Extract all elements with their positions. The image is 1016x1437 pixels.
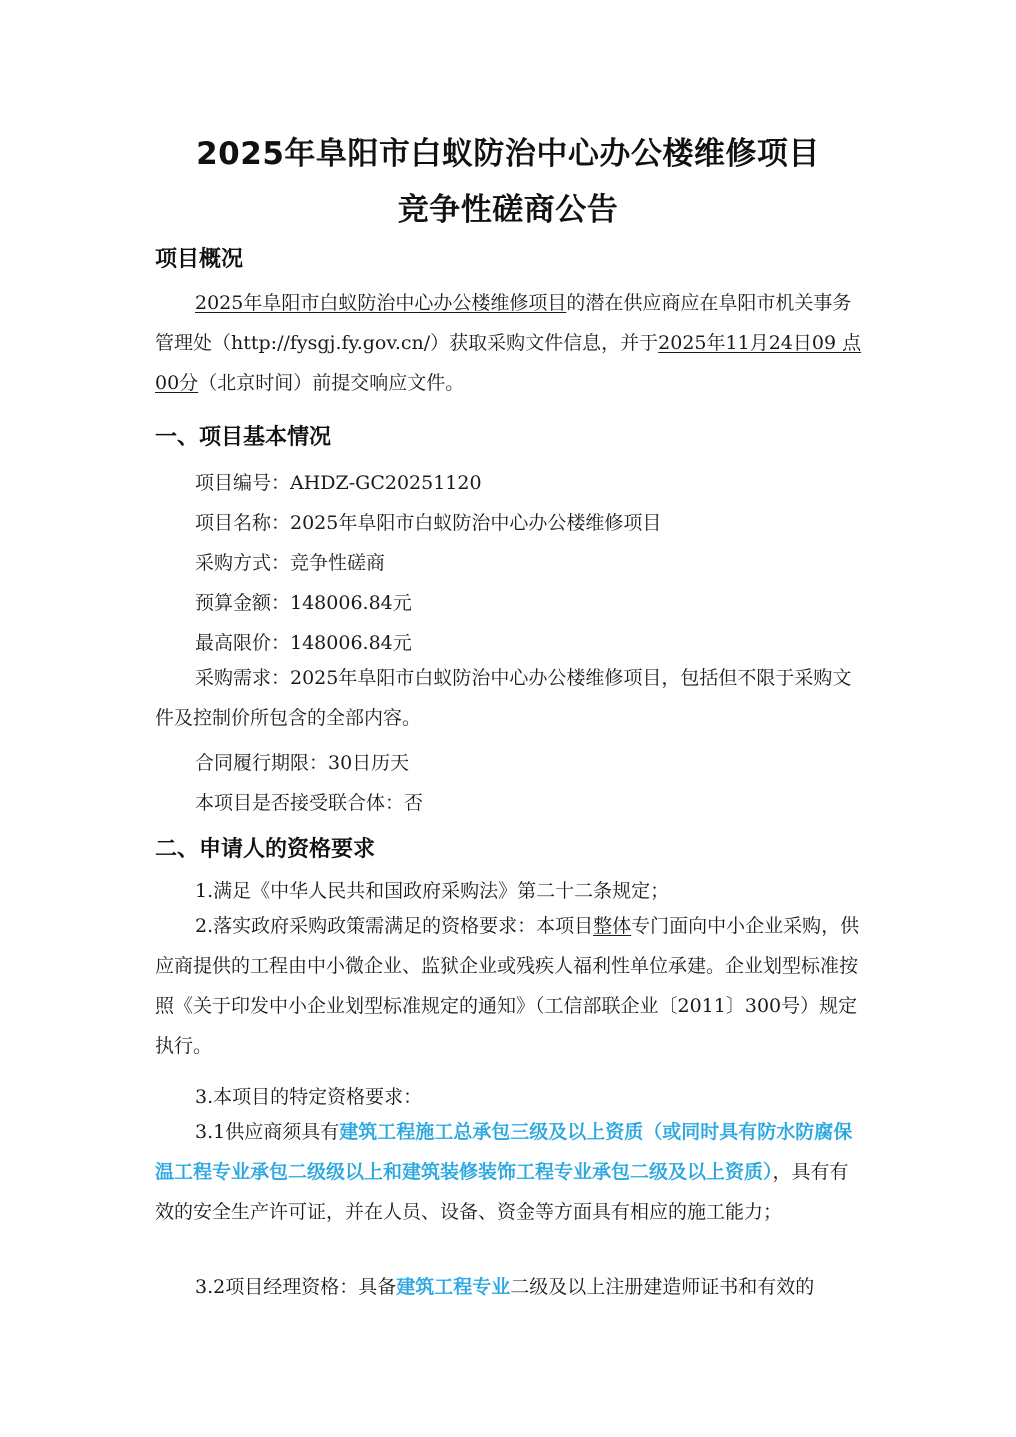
qualification-item-3-1: 3.1供应商须具有建筑工程施工总承包三级及以上资质（或同时具有防水防腐保温工程专业承包二级级以上和建筑装修装饰工程专业承包二级及以上资质），具有有效的安全生产许可证，并在人员、设备、资金等方面具有相应的施工能力； — [155, 1121, 853, 1223]
procurement-method: 采购方式：竞争性磋商 — [195, 552, 386, 574]
overview-paragraph: 2025年阜阳市白蚁防治中心办公楼维修项目的潜在供应商应在阜阳市机关事务管理处（http://fysgj.fy.gov.cn/）获取采购文件信息，并于2025年11月24日09 点00分（北京时间）前提交响应文件。 — [155, 292, 862, 394]
engineering-major-highlight: 建筑工程专业 — [396, 1276, 511, 1298]
consortium: 本项目是否接受联合体：否 — [195, 792, 424, 814]
required-qualification-highlight: 建筑工程施工总承包三级及以上资质（或同时具有防水防腐保温工程专业承包二级级以上和建筑装修装饰工程专业承包二级及以上资质） — [155, 1121, 853, 1183]
project-name-link: 2025年阜阳市白蚁防治中心办公楼维修项目 — [195, 292, 567, 314]
contract-period: 合同履行期限：30日历天 — [195, 752, 410, 774]
deadline: 2025年11月24日09 点00分 — [155, 332, 862, 394]
project-name: 项目名称：2025年阜阳市白蚁防治中心办公楼维修项目 — [195, 512, 662, 534]
project-number: 项目编号：AHDZ-GC20251120 — [195, 472, 482, 494]
section2-heading: 二、申请人的资格要求 — [155, 837, 376, 862]
overview-heading: 项目概况 — [155, 247, 244, 272]
document-title-line2: 竞争性磋商公告 — [397, 192, 619, 228]
section1-heading: 一、项目基本情况 — [155, 425, 332, 450]
qualification-item-3-2: 3.2项目经理资格：具备建筑工程专业二级及以上注册建造师证书和有效的 — [195, 1276, 815, 1298]
max-price: 最高限价：148006.84元 — [195, 632, 412, 654]
qualification-item-3: 3.本项目的特定资格要求： — [195, 1086, 423, 1108]
budget-amount: 预算金额：148006.84元 — [195, 592, 412, 614]
qualification-item-2: 2.落实政府采购政策需满足的资格要求：本项目整体专门面向中小企业采购，供应商提供的工程由中小微企业、监狱企业或残疾人福利性单位承建。企业划型标准按照《关于印发中小企业划型标准规定的通知》（工信部联企业〔2011〕300号）规定执行。 — [155, 915, 860, 1057]
document-title-line1: 2025年阜阳市白蚁防治中心办公楼维修项目 — [196, 136, 820, 172]
qualification-item-1: 1.满足《中华人民共和国政府采购法》第二十二条规定； — [195, 880, 670, 902]
procurement-demand: 采购需求：2025年阜阳市白蚁防治中心办公楼维修项目，包括但不限于采购文件及控制价所包含的全部内容。 — [155, 667, 852, 729]
